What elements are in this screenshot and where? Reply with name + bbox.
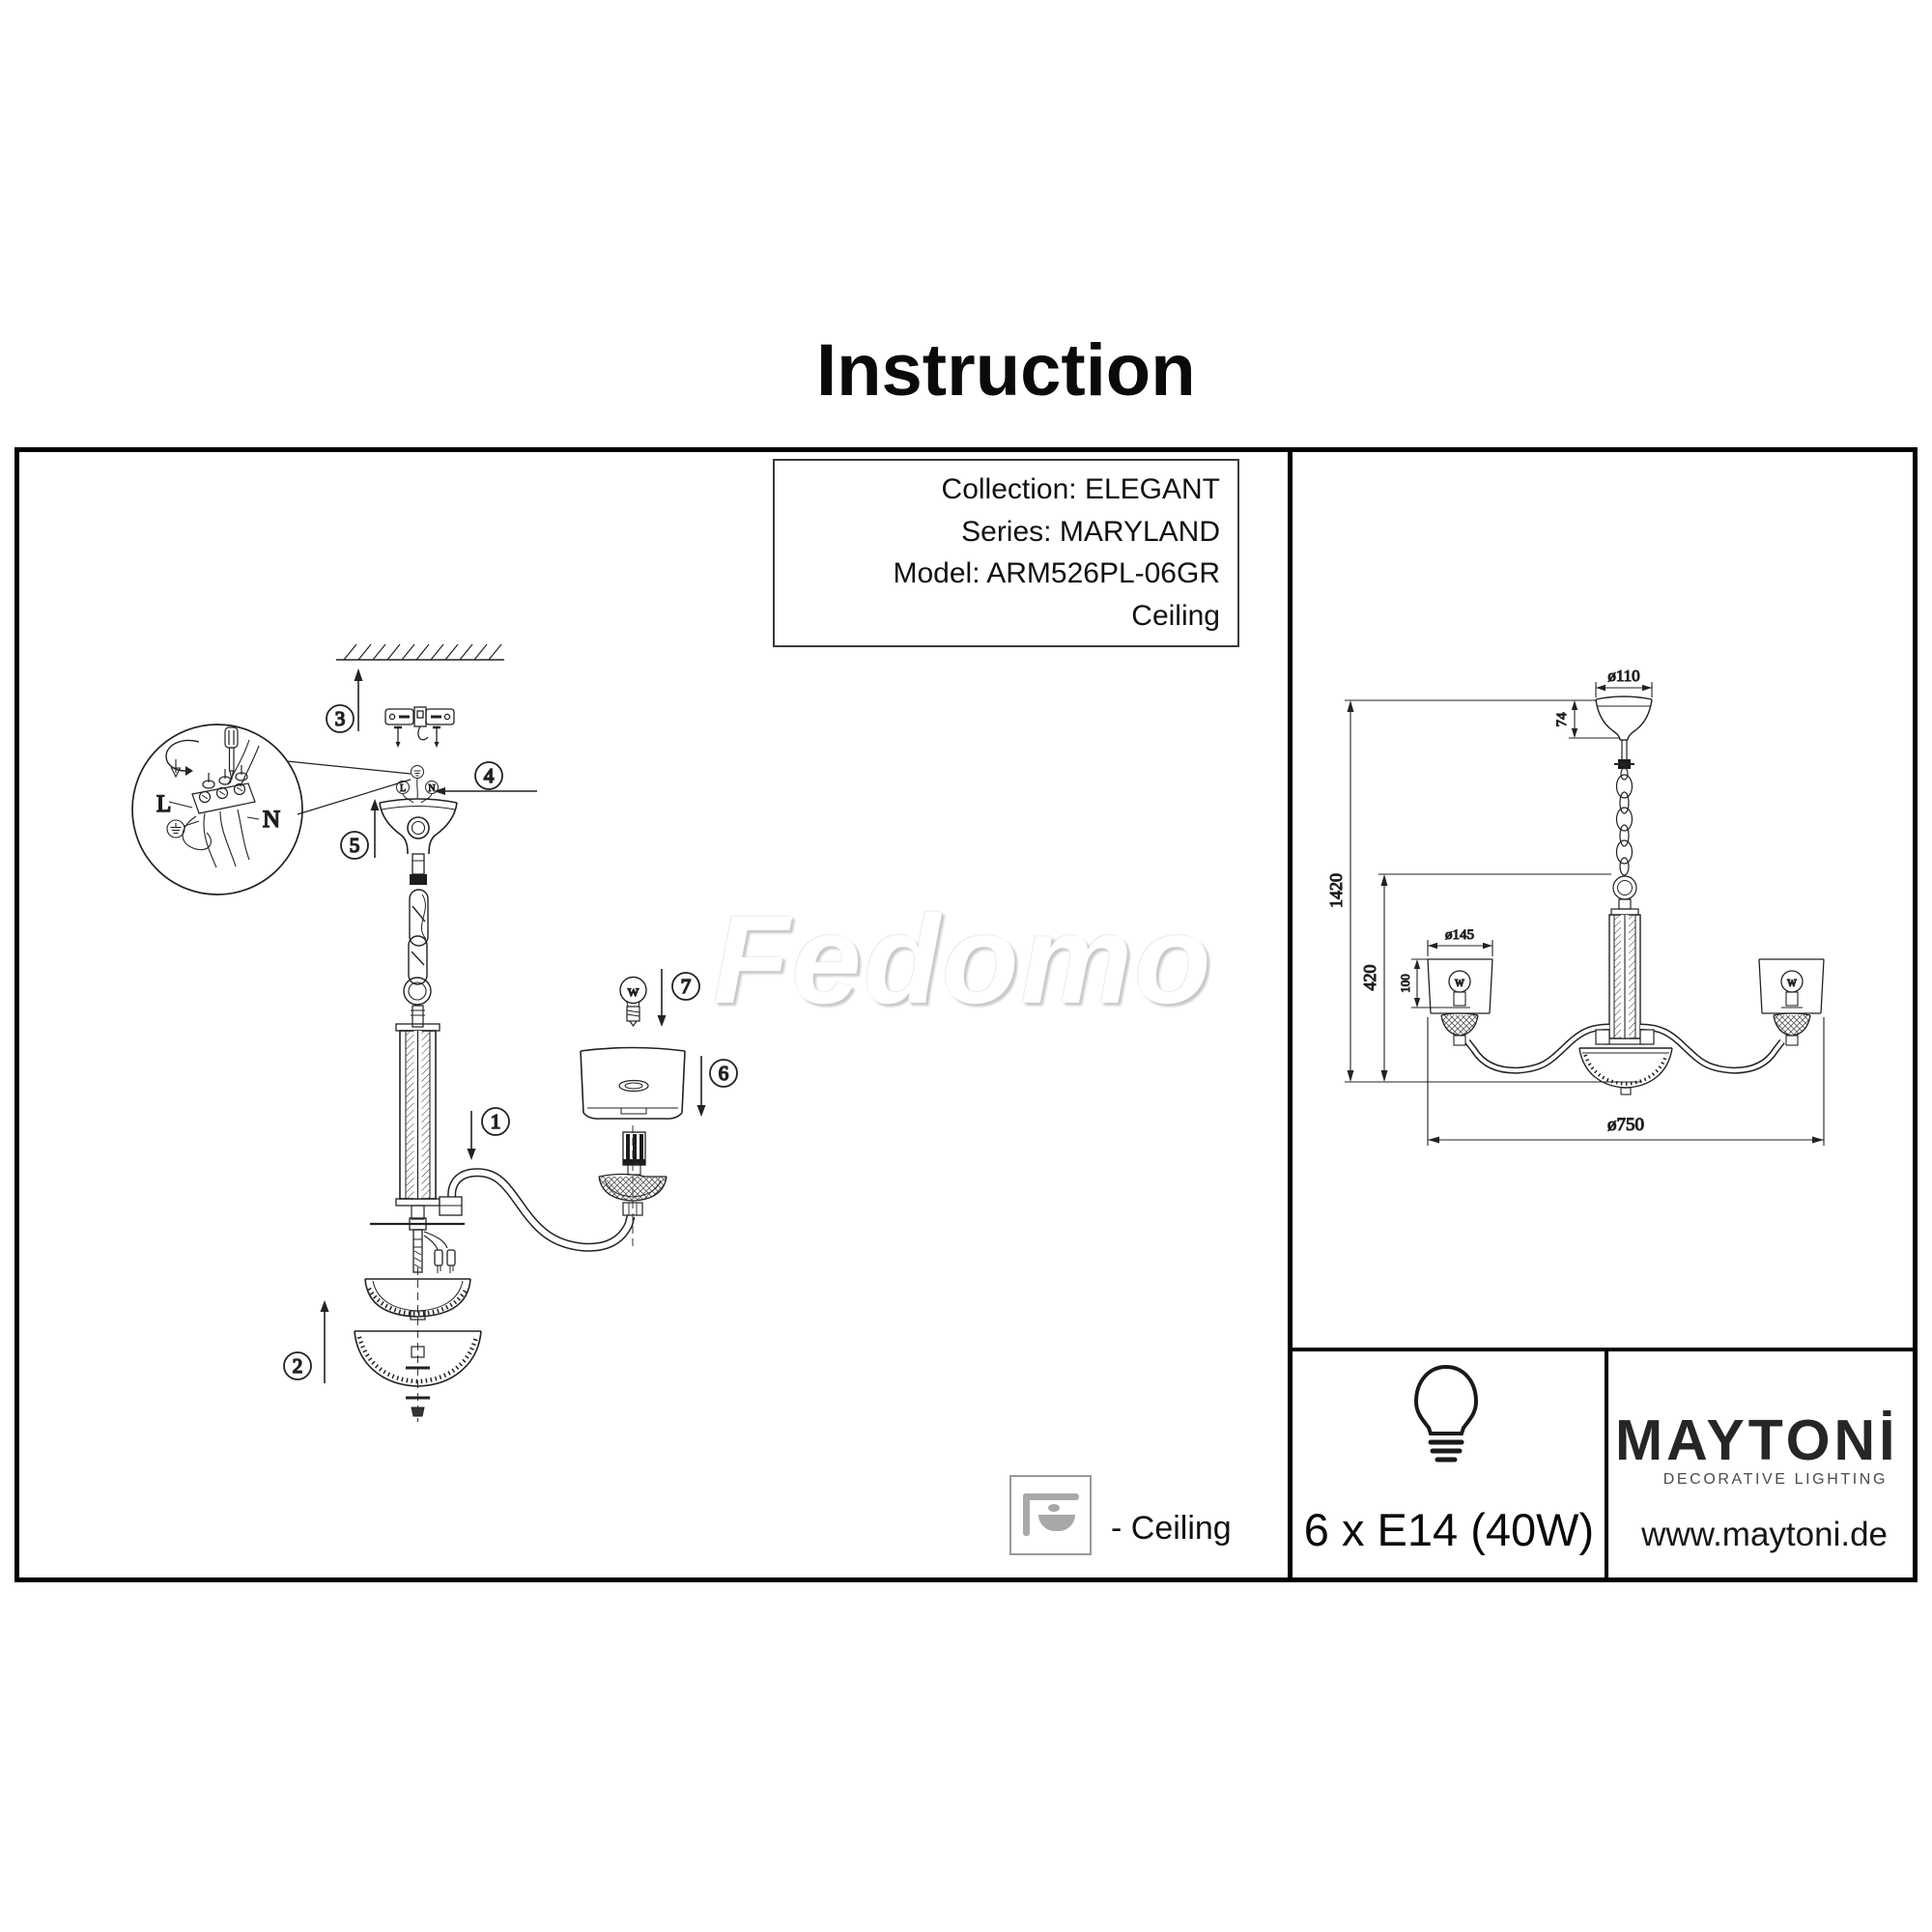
ceiling-surface bbox=[336, 644, 504, 660]
ceiling-icon-wall bbox=[1023, 1493, 1030, 1536]
bulb-filament-mark: W bbox=[627, 985, 639, 999]
mount-type-line: Ceiling bbox=[1131, 600, 1220, 633]
step-2-marker bbox=[284, 1267, 481, 1422]
step-3-number: 3 bbox=[334, 707, 346, 730]
dim-left-shade bbox=[1428, 959, 1492, 1045]
terminal-block bbox=[192, 765, 255, 813]
left-bulb-mark: W bbox=[1455, 979, 1464, 989]
ceiling-legend-label: - Ceiling bbox=[1111, 1510, 1232, 1547]
brand-logo: MAYTONİ bbox=[1615, 1408, 1899, 1472]
ceiling-type-icon bbox=[1009, 1475, 1092, 1555]
brand-tagline: DECORATIVE LIGHTING bbox=[1662, 1471, 1888, 1488]
dimension-diagram bbox=[1326, 667, 1824, 1146]
dim-shade-diameter bbox=[1428, 927, 1492, 956]
bulb bbox=[620, 978, 646, 1027]
lamp-spec: 6 x E14 (40W) bbox=[1303, 1504, 1595, 1555]
canopy bbox=[380, 766, 457, 886]
dim-chain bbox=[1613, 740, 1636, 909]
canopy-ground-icon bbox=[412, 766, 424, 779]
rotate-arrow-icon bbox=[166, 740, 199, 777]
step-6-number: 6 bbox=[718, 1062, 729, 1085]
neutral-wire-label: N bbox=[263, 807, 281, 833]
lamp-socket-assembly bbox=[599, 1125, 667, 1248]
dim-canopy-diameter bbox=[1596, 667, 1652, 697]
brand-block bbox=[1615, 1408, 1899, 1554]
ceiling-icon-lamp bbox=[1038, 1515, 1075, 1531]
step-6-marker bbox=[581, 1048, 737, 1120]
step-5-marker bbox=[341, 799, 380, 859]
ceiling-icon-dot bbox=[1048, 1504, 1060, 1512]
canopy-diameter-label: ø110 bbox=[1607, 667, 1640, 685]
center-column bbox=[396, 1024, 440, 1219]
page-title: Instruction bbox=[816, 329, 1196, 412]
step-7-number: 7 bbox=[680, 975, 692, 998]
step-3-marker bbox=[327, 668, 363, 732]
bottom-plate-and-wires bbox=[370, 1218, 465, 1273]
canopy-terminals bbox=[397, 766, 439, 804]
canopy-height-label: 74 bbox=[1554, 712, 1570, 727]
suspension-chain bbox=[404, 890, 431, 1027]
live-wire-label: L bbox=[156, 791, 172, 817]
dim-total-height bbox=[1326, 700, 1642, 1082]
dim-shade-height bbox=[1398, 959, 1449, 1008]
canopy-neutral-label: N bbox=[428, 783, 436, 794]
ceiling-icon-bar bbox=[1023, 1493, 1079, 1500]
right-bulb-mark: W bbox=[1787, 979, 1797, 989]
screwdriver-icon bbox=[225, 727, 238, 780]
dim-center-column bbox=[1605, 909, 1644, 1044]
step-5-number: 5 bbox=[349, 834, 360, 857]
shade-diameter-label: ø145 bbox=[1445, 927, 1474, 943]
series-line: Series: MARYLAND bbox=[961, 515, 1220, 548]
lampshade bbox=[581, 1048, 685, 1120]
shade-height-label: 100 bbox=[1398, 974, 1412, 993]
step-4-marker bbox=[434, 762, 537, 795]
step-1-marker bbox=[468, 1108, 510, 1160]
model-line: Model: ARM526PL-06GR bbox=[893, 557, 1220, 590]
brand-website: www.maytoni.de bbox=[1641, 1516, 1888, 1553]
dim-right-shade bbox=[1759, 959, 1824, 1045]
watermark: Fedomo bbox=[713, 889, 1213, 1030]
collection-line: Collection: ELEGANT bbox=[941, 472, 1220, 505]
assembly-diagram bbox=[132, 644, 737, 1422]
step-7-marker bbox=[620, 969, 699, 1027]
bulb-spec-icon bbox=[1416, 1367, 1476, 1460]
canopy-live-label: L bbox=[399, 783, 407, 794]
step-1-number: 1 bbox=[490, 1110, 501, 1133]
dim-canopy bbox=[1596, 696, 1652, 740]
total-height-label: 1420 bbox=[1326, 873, 1346, 908]
wiring-detail-circle bbox=[132, 724, 411, 895]
step-4-number: 4 bbox=[483, 764, 495, 787]
mounting-bracket bbox=[385, 707, 454, 748]
body-height-label: 420 bbox=[1360, 964, 1379, 991]
dim-center-bowl bbox=[1579, 1048, 1672, 1094]
fixture-diameter-label: ø750 bbox=[1607, 1115, 1644, 1135]
step-2-number: 2 bbox=[292, 1354, 303, 1378]
